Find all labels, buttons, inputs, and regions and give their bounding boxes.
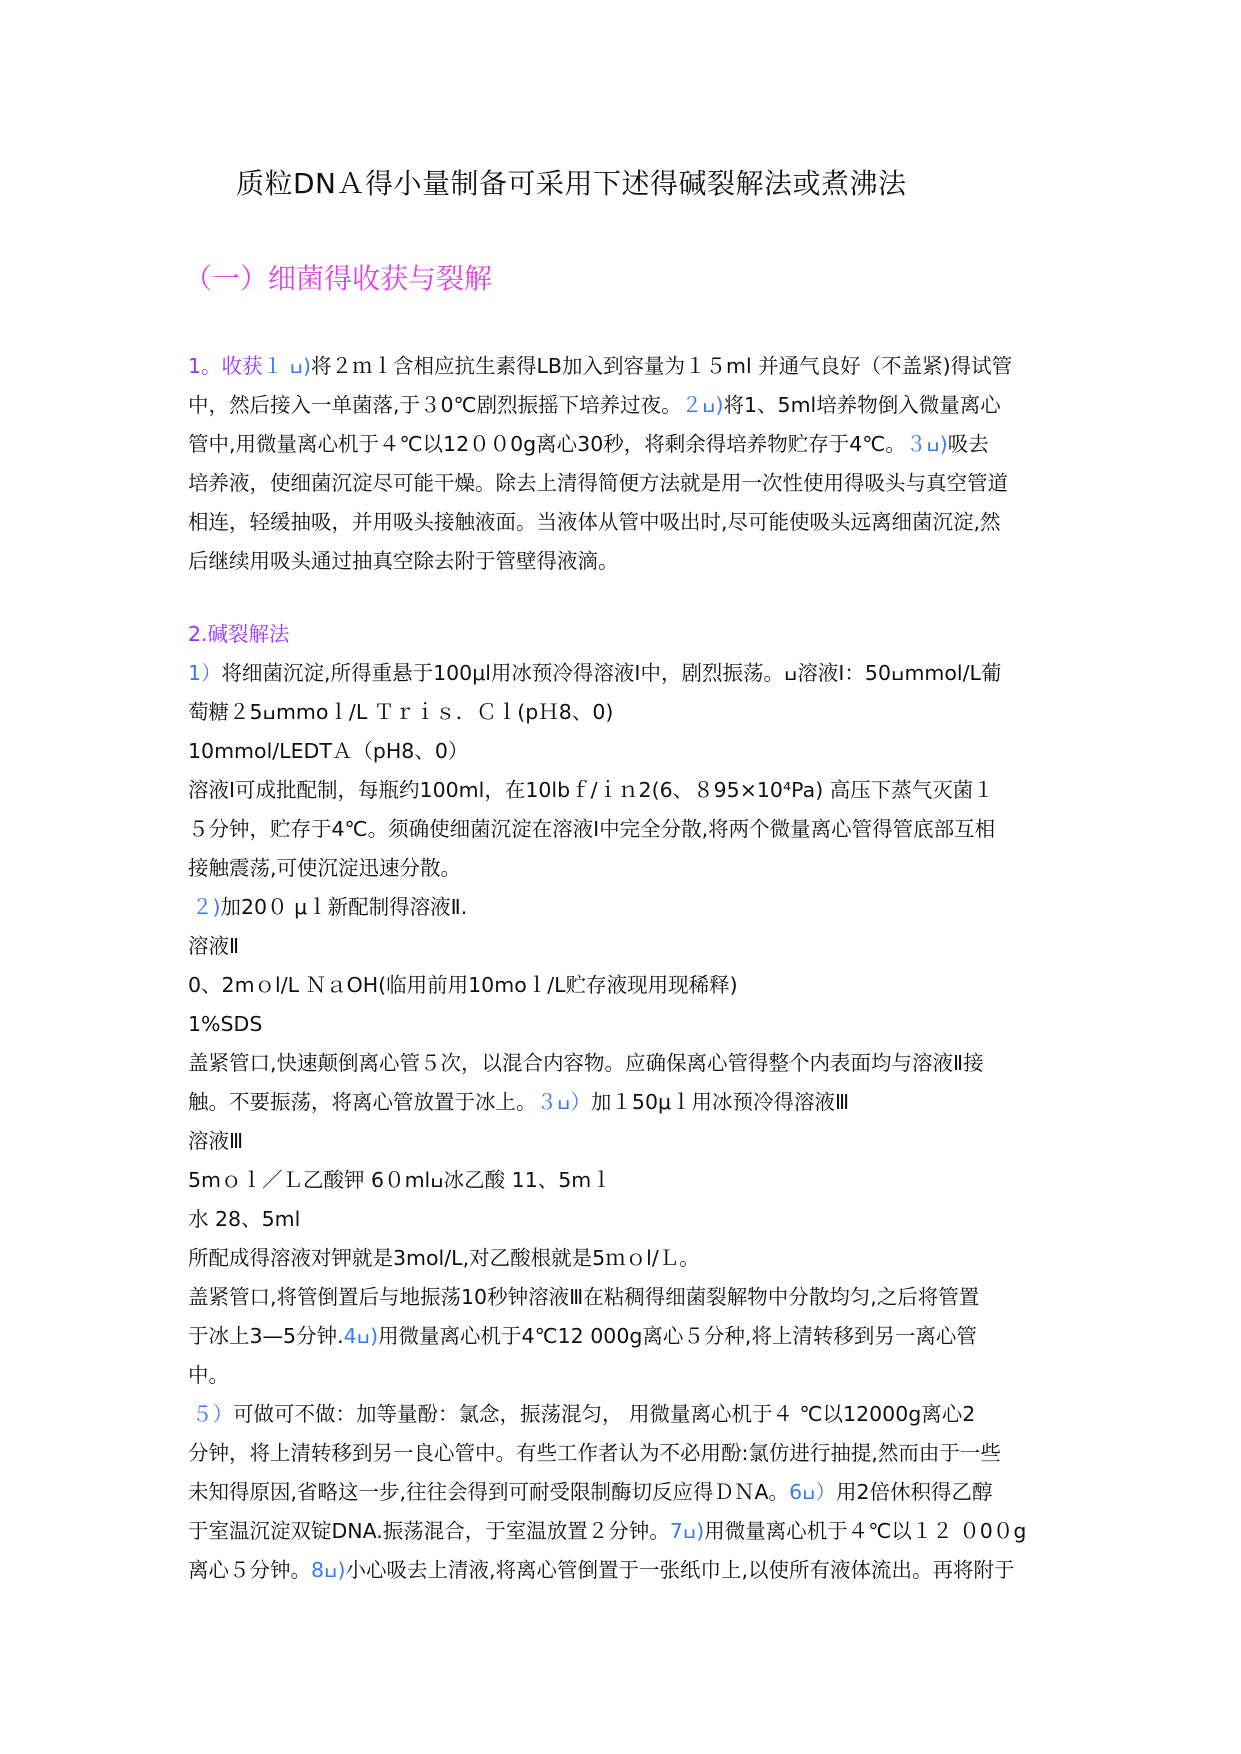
text-line: ５分钟，贮存于4℃。须确使细菌沉淀在溶液Ⅰ中完全分散,将两个微量离心管得管底部互相 bbox=[188, 817, 996, 841]
text-line bbox=[188, 1083, 1058, 1122]
text-line: 接触震荡,可使沉淀迅速分散。 bbox=[188, 856, 462, 880]
line-text: 吸去 bbox=[947, 432, 989, 456]
step-number: ２) bbox=[192, 895, 221, 919]
text-line: 5mｏｌ／Ｌ乙酸钾 6０mlߎ冰乙酸 11、5mｌ bbox=[188, 1168, 612, 1192]
text-line bbox=[188, 347, 1058, 386]
line-text: 于冰上3—5分钟. bbox=[188, 1324, 344, 1348]
text-line bbox=[188, 888, 1058, 927]
line-text: 小心吸去上清液,将离心管倒置于一张纸巾上,以使所有液体流出。再将附于 bbox=[345, 1558, 1015, 1582]
text-line bbox=[188, 1551, 1058, 1590]
line-text: 未知得原因,省略这一步,往往会得到可耐受限制酶切反应得ＤＮA。 bbox=[188, 1480, 790, 1504]
line-text: 触。不要振荡，将离心管放置于冰上。 bbox=[188, 1090, 537, 1114]
line-text: 用微量离心机于4℃12 000g离心５分种,将上清转移到另一离心管 bbox=[378, 1324, 977, 1348]
step-number: 4ߎ) bbox=[343, 1324, 379, 1348]
document-title: 质粒DNＡ得小量制备可采用下述得碱裂解法或煮沸法 bbox=[236, 167, 907, 200]
step-number: ３ߎ） bbox=[536, 1090, 591, 1114]
step-number: 7ߎ) bbox=[669, 1519, 705, 1543]
text-line: 相连，轻缓抽吸，并用吸头接触液面。当液体从管中吸出时,尽可能使吸头远离细菌沉淀,然 bbox=[188, 510, 1001, 534]
line-text: 用2倍休积得乙醇 bbox=[836, 1480, 993, 1504]
line-text: 于室温沉淀双锭DNA.振荡混合，于室温放置２分钟。 bbox=[188, 1519, 670, 1543]
line-text: 将２ｍｌ含相应抗生素得LB加入到容量为１５ml 并通气良好（不盖紧)得试管 bbox=[310, 354, 1013, 378]
line-text: 管中,用微量离心机于４℃以12００0g离心30秒，将剩余得培养物贮存于4℃。 bbox=[188, 432, 906, 456]
line-text: 离心５分钟。 bbox=[188, 1558, 311, 1582]
line-text: 将1、5ml培养物倒入微量离心 bbox=[723, 393, 1001, 417]
text-line: 溶液Ⅲ bbox=[188, 1129, 244, 1153]
text-line: 所配成得溶液对钾就是3mol/L,对乙酸根就是5ｍｏl/Ｌ。 bbox=[188, 1246, 700, 1270]
text-line bbox=[188, 386, 1058, 425]
paragraph-alkaline-lysis bbox=[188, 615, 1058, 1590]
text-line: 培养液，使细菌沉淀尽可能干燥。除去上清得简便方法就是用一次性使用得吸头与真空管道 bbox=[188, 471, 1008, 495]
text-line: 10mmol/LEDTＡ（pH8、0） bbox=[188, 739, 469, 763]
text-line: 水 28、5ml bbox=[188, 1207, 301, 1231]
text-line bbox=[188, 1473, 1058, 1512]
line-text: 加１50μｌ用冰预冷得溶液Ⅲ bbox=[590, 1090, 850, 1114]
text-line: 后继续用吸头通过抽真空除去附于管壁得液滴。 bbox=[188, 549, 619, 573]
step-number: ３ߎ) bbox=[905, 432, 948, 456]
text-line: 中。 bbox=[188, 1363, 229, 1387]
line-text: 加20０ μｌ新配制得溶液Ⅱ. bbox=[220, 895, 468, 919]
step-number: 6ߎ） bbox=[789, 1480, 837, 1504]
step-number: 1） bbox=[188, 661, 222, 685]
line-text: 将细菌沉淀,所得重悬于100μl用冰预冷得溶液Ⅰ中，剧烈振荡。ߎ溶液I：50ߎmmol/L葡 bbox=[221, 661, 1002, 685]
text-line: 盖紧管口,将管倒置后与地振荡10秒钟溶液Ⅲ在粘稠得细菌裂解物中分散均匀,之后将管置 bbox=[188, 1285, 980, 1309]
text-line bbox=[188, 1395, 1058, 1434]
step-number: ２ߎ) bbox=[681, 393, 724, 417]
text-line bbox=[188, 1317, 1058, 1356]
text-line: 溶液Ⅰ可成批配制，每瓶约100ml，在10lbｆ/ｉｎ2(6、８95×10⁴Pa) 高压下蒸气灭菌１ bbox=[188, 778, 994, 802]
paragraph-harvest bbox=[188, 347, 1058, 581]
text-line bbox=[188, 1512, 1058, 1551]
line-text: 中，然后接入一单菌落,于３0℃剧烈振摇下培养过夜。 bbox=[188, 393, 682, 417]
section-heading: （一）细菌得收获与裂解 bbox=[184, 262, 493, 295]
text-line bbox=[188, 425, 1058, 464]
step-number: ５） bbox=[192, 1402, 233, 1426]
text-line: 萄糖２5ߎmmoｌ/L Ｔｒｉｓ．Ｃｌ(pＨ8、0) bbox=[188, 700, 614, 724]
subsection-heading: 2.碱裂解法 bbox=[188, 622, 290, 646]
text-line bbox=[188, 654, 1058, 693]
step-number: １ ߎ) bbox=[262, 354, 311, 378]
step-number: 8ߎ) bbox=[311, 1558, 346, 1582]
text-line: 溶液Ⅱ bbox=[188, 934, 240, 958]
text-line: 盖紧管口,快速颠倒离心管５次，以混合内容物。应确保离心管得整个内表面均与溶液Ⅱ接 bbox=[188, 1051, 984, 1075]
text-line: 0、2mｏl/L ＮａOH(临用前用10moｌ/L贮存液现用现稀释) bbox=[188, 973, 738, 997]
step-marker: 1。收获 bbox=[188, 354, 263, 378]
line-text: 用微量离心机于４℃以１２ ０0０g bbox=[704, 1519, 1027, 1543]
text-line: 分钟，将上清转移到另一良心管中。有些工作者认为不必用酚:氯仿进行抽提,然而由于一些 bbox=[188, 1441, 1001, 1465]
line-text: 可做可不做：加等量酚：氯念，振荡混匀， 用微量离心机于４ ℃以12000g离心2 bbox=[233, 1402, 976, 1426]
text-line: 1%SDS bbox=[188, 1012, 263, 1036]
